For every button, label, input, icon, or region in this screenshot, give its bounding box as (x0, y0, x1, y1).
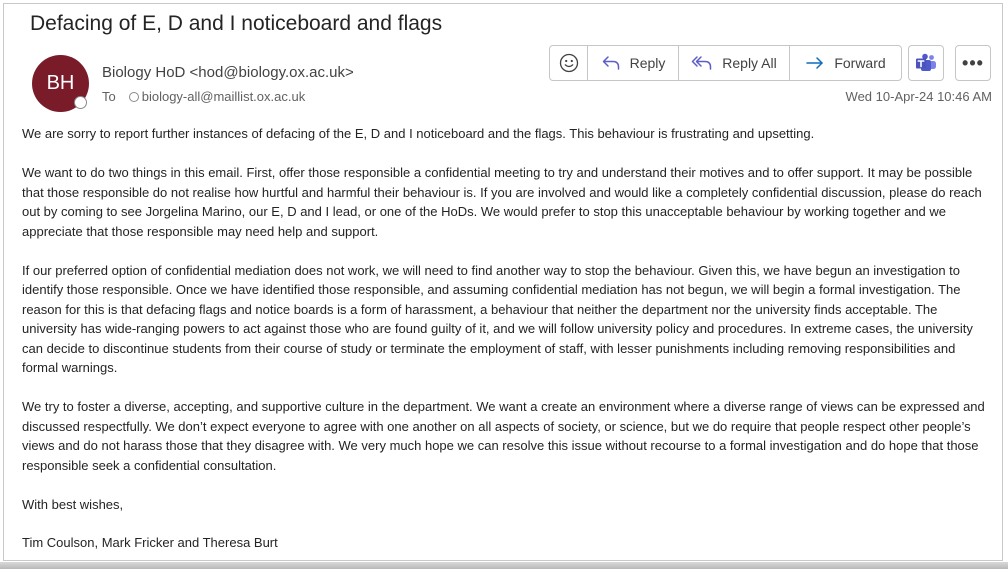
body-paragraph: We want to do two things in this email. First, offer those responsible a confidential meeting to try and understand their motives and to offer support. It may be possible that those responsible do not realise how hurtful and harmful their behaviour is. If you are involved and would like a completely confidential discussion, please do reach out by coming to see Jorgelina Marino, our E, D and I lead, or one of the HoDs. We would prefer to stop this unacceptable behaviour by working together and we appreciate that those responsible may need help and support. (22, 165, 982, 239)
reply-all-arrow-icon (691, 54, 713, 72)
reply-button[interactable] (588, 46, 679, 80)
teams-share-button[interactable] (908, 45, 944, 81)
email-subject: Defacing of E, D and I noticeboard and flags (30, 12, 443, 35)
forward-button[interactable] (790, 46, 901, 80)
reply-arrow-icon (601, 54, 621, 72)
reply-all-button[interactable] (679, 46, 790, 80)
forward-label: Forward (834, 55, 886, 71)
smiley-icon (559, 53, 579, 73)
received-date: Wed 10-Apr-24 10:46 AM (845, 89, 992, 104)
signature-line: Tim Coulson, Mark Fricker and Theresa Burt (22, 535, 278, 550)
more-actions-button[interactable] (955, 45, 991, 81)
avatar-initials: BH (46, 72, 75, 94)
recipient-line (102, 89, 305, 104)
recipient-presence-icon (129, 92, 139, 102)
closing-line: With best wishes, (22, 496, 124, 512)
reply-label: Reply (629, 55, 666, 71)
email-body (22, 124, 992, 572)
forward-arrow-icon (805, 54, 825, 72)
teams-icon (915, 53, 937, 73)
sender-name[interactable]: Biology HoD <hod@biology.ox.ac.uk> (102, 64, 354, 81)
window-bottom-edge (0, 562, 1008, 569)
recipient-address[interactable]: biology-all@maillist.ox.ac.uk (141, 89, 306, 104)
presence-status-icon (74, 96, 87, 109)
ellipsis-icon: ••• (962, 52, 984, 73)
reply-all-label: Reply All (722, 55, 777, 71)
message-actions-toolbar (549, 45, 902, 81)
body-paragraph: If our preferred option of confidential mediation does not work, we will need to find another way to stop the behaviour. Given this, we have begun an investigation to identify those responsible. Once we have identified those responsible, and assuming confidential mediation has not begun, we will begin a formal investigation. The reason for this is that defacing flags and notice boards is a form of harassment, a behaviour that neither the department nor the university finds acceptable. The university has wide-ranging powers to act against those who are found guilty of it, and we will follow university policy and procedures. In extreme cases, the university can decide to discontinue students from their course of study or terminate the employment of staff, with lesser punishments including removing responsibilities and formal warnings. (22, 262, 973, 375)
body-paragraph: We try to foster a diverse, accepting, and supportive culture in the department. We want a create an environment where a diverse range of views can be expressed and discussed respectfully. We don’t expect everyone to agree with one another on all aspects of society, or science, but we do require that people respect other people’s views and do not harass those that they disagree with. We very much hope we can resolve this issue without recourse to a formal investigation and do hope that those responsible seek a confidential consultation. (22, 399, 985, 473)
body-paragraph: We are sorry to report further instances of defacing of the E, D and I noticeboard and the flags. This behaviour is frustrating and upsetting. (22, 126, 815, 141)
to-label: To (102, 89, 116, 104)
react-button[interactable] (550, 46, 588, 80)
